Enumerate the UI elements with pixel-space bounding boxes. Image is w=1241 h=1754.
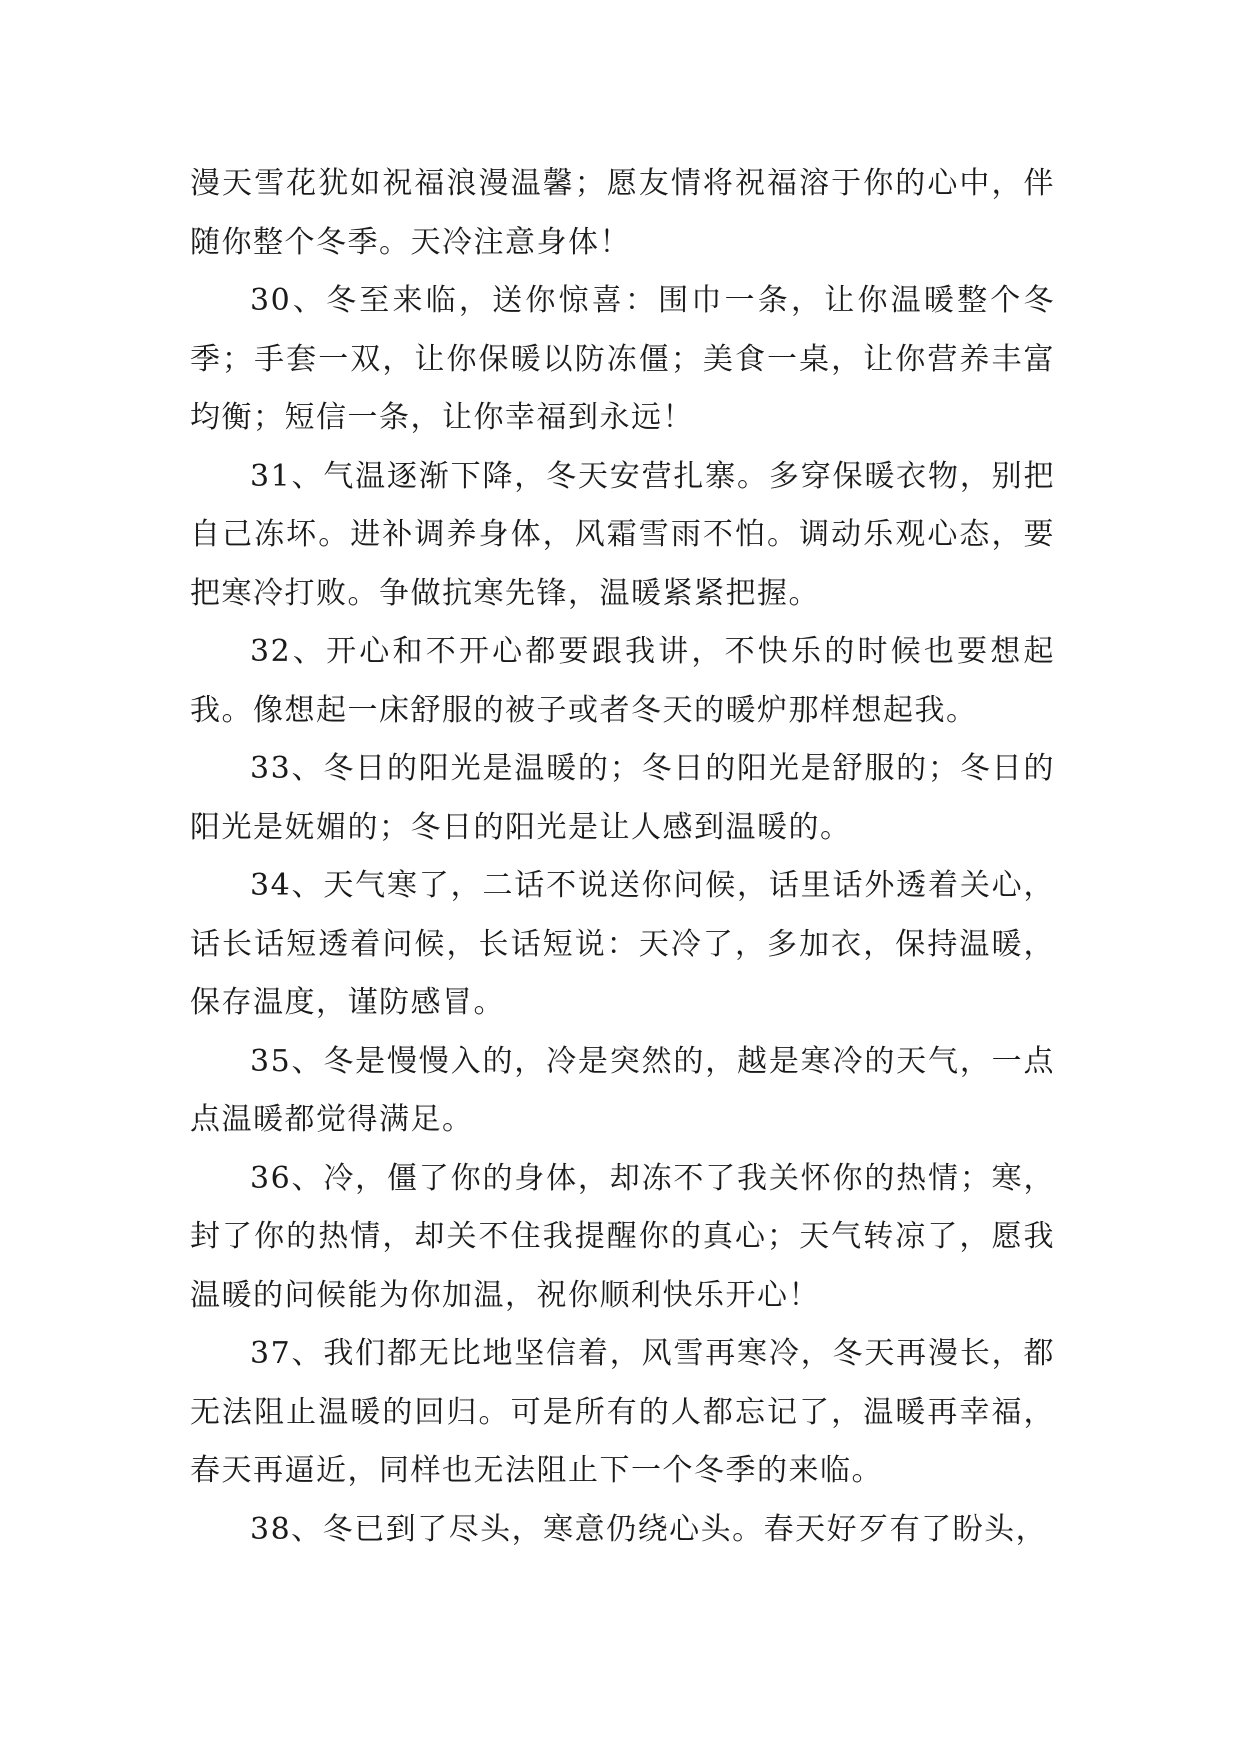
- paragraph-34: 34、天气寒了，二话不说送你问候，话里话外透着关心，话长话短透着问候，长话短说：天冷了，多加衣，保持温暖，保存温度，谨防感冒。: [190, 868, 1055, 1020]
- paragraph-31: 31、气温逐渐下降，冬天安营扎寨。多穿保暖衣物，别把自己冻坏。进补调养身体，风霜雪雨不怕。调动乐观心态，要把寒冷打败。争做抗寒先锋，温暖紧紧把握。: [190, 458, 1055, 611]
- paragraph-37: 37、我们都无比地坚信着，风雪再寒冷，冬天再漫长，都无法阻止温暖的回归。可是所有的人都忘记了，温暖再幸福，春天再逼近，同样也无法阻止下一个冬季的来临。: [190, 1336, 1055, 1488]
- paragraph-38: 38、冬已到了尽头，寒意仍绕心头。春天好歹有了盼头，: [250, 1511, 1048, 1547]
- paragraph-32: 32、开心和不开心都要跟我讲，不快乐的时候也要想起我。像想起一床舒服的被子或者冬天的暖炉那样想起我。: [190, 634, 1055, 728]
- paragraph-30: 30、冬至来临，送你惊喜：围巾一条，让你温暖整个冬季；手套一双，让你保暖以防冻僵；美食一桌，让你营养丰富均衡；短信一条，让你幸福到永远！: [190, 283, 1055, 435]
- document-body: [190, 155, 1055, 1559]
- paragraph-33: 33、冬日的阳光是温暖的；冬日的阳光是舒服的；冬日的阳光是妩媚的；冬日的阳光是让人感到温暖的。: [190, 751, 1055, 845]
- paragraph-continued: 漫天雪花犹如祝福浪漫温馨；愿友情将祝福溶于你的心中，伴随你整个冬季。天冷注意身体！: [190, 166, 1055, 260]
- paragraph-35: 35、冬是慢慢入的，冷是突然的，越是寒冷的天气，一点点温暖都觉得满足。: [190, 1043, 1055, 1137]
- paragraph-36: 36、冷，僵了你的身体，却冻不了我关怀你的热情；寒，封了你的热情，却关不住我提醒你的真心；天气转凉了，愿我温暖的问候能为你加温，祝你顺利快乐开心！: [190, 1160, 1055, 1313]
